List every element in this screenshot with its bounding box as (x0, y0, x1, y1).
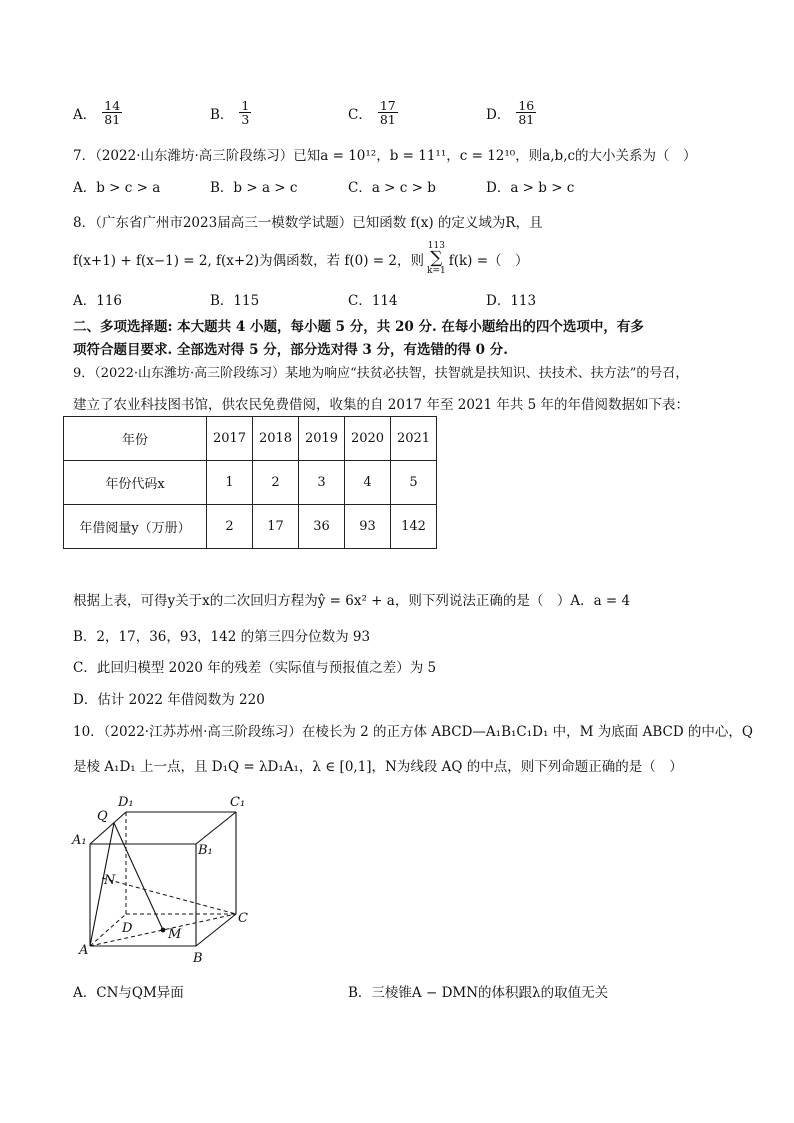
q9-option-d: D．估计 2022 年借阅数为 220 (73, 692, 265, 708)
q6-option-b-fraction: $\frac{1}{3}$ (241, 98, 250, 128)
label-c1: C₁ (230, 795, 246, 810)
q7-option-a: A．b > c > a (73, 180, 161, 196)
segment-qm (114, 823, 163, 930)
q9-option-b: B．2，17，36，93，142 的第三四分位数为 93 (73, 629, 371, 645)
q6-option-a-fraction: $\frac{14}{81}$ (104, 98, 121, 128)
q7-option-c: C．a > c > b (348, 180, 436, 196)
edge-a1d1 (90, 812, 126, 844)
q8-condition-text: f(x+1) + f(x−1) = 2, f(x+2)为偶函数，若 f(0) = 2，则 (73, 253, 424, 270)
label-n: N (104, 873, 116, 888)
q7-option-d: D．a > b > c (486, 180, 575, 196)
q6-option-d-letter: D． (486, 106, 511, 123)
q10-option-b: B．三棱锥A − DMN的体积跟λ的取值无关 (348, 985, 609, 1001)
table-cell: 2 (207, 505, 253, 549)
label-b: B (193, 951, 203, 966)
table-row-label: 年份代码x (64, 461, 207, 505)
q6-option-c-letter: C． (348, 106, 372, 123)
section2-heading-line2: 项符合题目要求. 全部选对得 5 分，部分选对得 3 分，有选错的得 0 分. (73, 342, 508, 358)
q8-option-c: C．114 (348, 293, 398, 309)
table-cell: 1 (207, 461, 253, 505)
q6-option-a (73, 99, 122, 126)
q8-option-b: B．115 (210, 293, 260, 309)
q9-stem-line1: 9．（2022·山东潍坊·高三阶段练习）某地为响应“扶贫必扶智，扶智就是扶知识、扶技术、扶方法”的号召， (73, 366, 689, 381)
label-q: Q (97, 809, 108, 824)
table-cell: 93 (345, 505, 391, 549)
q8-summation: 113 ∑ k=1 (427, 241, 446, 276)
table-cell: 2019 (299, 417, 345, 461)
q6-option-d (486, 99, 536, 126)
point-m (161, 928, 166, 933)
q7-option-b: B．b > a > c (210, 180, 298, 196)
q8-question-text: f(k) =（ ） (448, 253, 529, 270)
q9-stem-line2: 建立了农业科技图书馆，供农民免费借阅，收集的自 2017 年至 2021 年共 5 年的年借阅数据如下表： (73, 397, 690, 413)
edge-b1c1 (196, 812, 236, 844)
table-cell: 142 (391, 505, 437, 549)
q10-option-a: A．CN与QM异面 (73, 985, 184, 1001)
table-row-label: 年借阅量y（万册） (64, 505, 207, 549)
q6-option-b-letter: B． (210, 106, 234, 123)
q6-option-c-fraction: $\frac{17}{81}$ (379, 98, 396, 128)
label-m: M (168, 927, 182, 942)
table-row (64, 461, 437, 505)
table-cell: 2020 (345, 417, 391, 461)
q6-option-d-fraction: $\frac{16}{81}$ (518, 98, 535, 128)
table-cell: 36 (299, 505, 345, 549)
q9-option-c: C．此回归模型 2020 年的残差（实际值与预报值之差）为 5 (73, 660, 437, 676)
q7-stem: 7．（2022·山东潍坊·高三阶段练习）已知a = 10¹²，b = 11¹¹，c = 12¹⁰，则a,b,c的大小关系为（ ） (73, 148, 697, 164)
q10-stem-line1: 10．（2022·江苏苏州·高三阶段练习）在棱长为 2 的正方体 ABCD—A₁B₁C₁D₁ 中，M 为底面 ABCD 的中心，Q (73, 724, 754, 740)
table-row (64, 417, 437, 461)
table-cell: 2017 (207, 417, 253, 461)
segment-cn (102, 878, 236, 914)
q8-option-d: D．113 (486, 293, 537, 309)
q6-option-c (348, 99, 398, 126)
table-cell: 4 (345, 461, 391, 505)
section2-heading-line1: 二、多项选择题: 本大题共 4 小题，每小题 5 分，共 20 分. 在每小题给出的四个选项中，有多 (73, 319, 644, 335)
table-cell: 2021 (391, 417, 437, 461)
table-row (64, 505, 437, 549)
q8-option-a: A．116 (73, 293, 123, 309)
table-cell: 17 (253, 505, 299, 549)
q8-stem-line2 (73, 242, 529, 276)
table-cell: 3 (299, 461, 345, 505)
table-cell: 5 (391, 461, 437, 505)
q8-stem-line1: 8．（广东省广州市2023届高三一模数学试题）已知函数 f(x) 的定义域为R，且 (73, 215, 543, 231)
q9-data-table (63, 416, 437, 549)
q6-option-a-letter: A． (73, 106, 97, 123)
q10-stem-line2: 是棱 A₁D₁ 上一点，且 D₁Q = λD₁A₁，λ ∈ [0,1]，N为线段 AQ 的中点，则下列命题正确的是（ ） (73, 759, 683, 775)
q9-regression-text: 根据上表，可得y关于x的二次回归方程为ŷ = 6x² + a，则下列说法正确的是（ ）A．a = 4 (73, 593, 631, 609)
label-c: C (238, 911, 248, 926)
label-a1: A₁ (72, 833, 87, 848)
table-cell: 2018 (253, 417, 299, 461)
table-row-label: 年份 (64, 417, 207, 461)
q6-option-b (210, 99, 251, 126)
label-d: D (122, 921, 133, 936)
cube-figure (70, 792, 260, 972)
label-a: A (79, 943, 89, 958)
label-d1: D₁ (118, 795, 134, 810)
table-cell: 2 (253, 461, 299, 505)
label-b1: B₁ (198, 843, 213, 858)
